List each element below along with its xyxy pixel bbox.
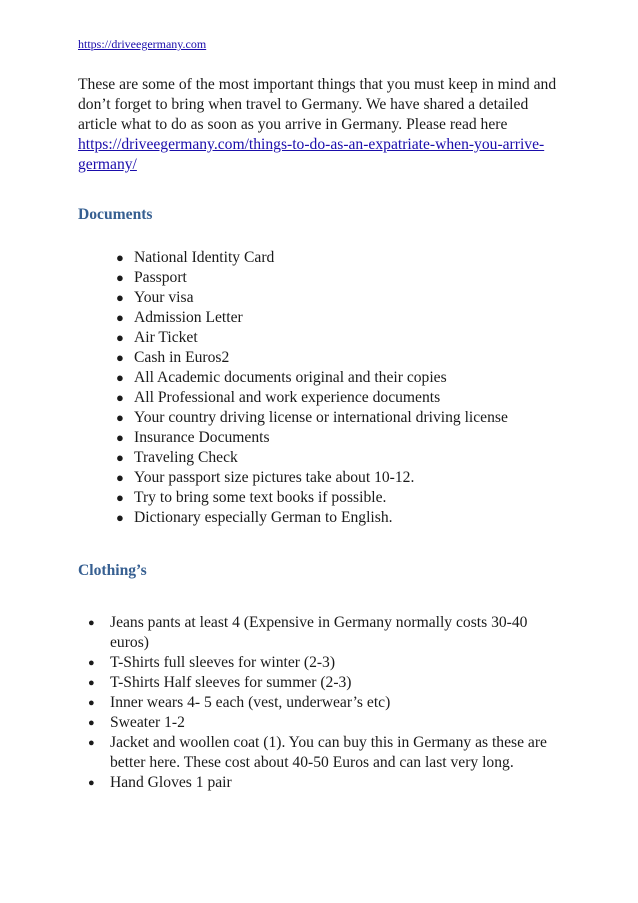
- clothing-list: [78, 613, 558, 793]
- list-item: [78, 653, 558, 673]
- list-item: [78, 468, 508, 488]
- list-item-text: Your passport size pictures take about 10-12.: [134, 469, 415, 486]
- list-item-text: Your visa: [134, 289, 194, 306]
- bullet-icon: ●: [116, 470, 124, 485]
- list-item: [78, 673, 558, 693]
- bullet-icon: ●: [116, 450, 124, 465]
- bullet-icon: ●: [88, 677, 95, 689]
- list-item-text: T-Shirts full sleeves for winter (2-3): [110, 654, 336, 671]
- intro-text: These are some of the most important things that you must keep in mind and don’t forget to bring when travel to Germany. We have shared a detailed article what to do as soon as you arrive in Germany. Please read here: [78, 76, 557, 133]
- list-item-text: Sweater 1-2: [110, 714, 185, 731]
- bullet-icon: ●: [116, 290, 124, 305]
- list-item-text: Air Ticket: [134, 329, 198, 346]
- list-item: [78, 613, 558, 653]
- list-item-text: Jacket and woollen coat (1). You can buy this in Germany as these are better here. These cost about 40-50 Euros and can last very long.: [110, 734, 547, 771]
- list-item-text: All Academic documents original and their copies: [134, 369, 447, 386]
- bullet-icon: ●: [88, 657, 95, 669]
- list-item-text: Insurance Documents: [134, 429, 270, 446]
- list-item-text: Traveling Check: [134, 449, 238, 466]
- list-item-text: Admission Letter: [134, 309, 243, 326]
- bullet-icon: ●: [116, 350, 124, 365]
- bullet-icon: ●: [88, 737, 95, 749]
- list-item-text: Your country driving license or international driving license: [134, 409, 508, 426]
- list-item: [78, 348, 508, 368]
- header-url-link[interactable]: https://driveegermany.com: [78, 37, 207, 51]
- list-item: [78, 693, 558, 713]
- list-item-text: Jeans pants at least 4 (Expensive in Germany normally costs 30-40 euros): [110, 614, 528, 651]
- list-item: [78, 268, 508, 288]
- bullet-icon: ●: [116, 270, 124, 285]
- list-item: [78, 488, 508, 508]
- list-item-text: Cash in Euros2: [134, 349, 230, 366]
- documents-heading: Documents: [78, 206, 153, 223]
- bullet-icon: ●: [116, 430, 124, 445]
- intro-paragraph: [78, 75, 568, 175]
- list-item-text: Dictionary especially German to English.: [134, 509, 393, 526]
- list-item: [78, 773, 558, 793]
- list-item-text: T-Shirts Half sleeves for summer (2-3): [110, 674, 352, 691]
- list-item: [78, 448, 508, 468]
- list-item-text: Passport: [134, 269, 187, 286]
- list-item: [78, 288, 508, 308]
- list-item-text: Hand Gloves 1 pair: [110, 774, 232, 791]
- list-item: [78, 713, 558, 733]
- list-item: [78, 428, 508, 448]
- bullet-icon: ●: [116, 390, 124, 405]
- list-item-text: All Professional and work experience documents: [134, 389, 441, 406]
- article-link[interactable]: https://driveegermany.com/things-to-do-as-an-expatriate-when-you-arrive-germany/: [78, 136, 545, 173]
- bullet-icon: ●: [88, 777, 95, 789]
- list-item-text: National Identity Card: [134, 249, 275, 266]
- list-item-text: Try to bring some text books if possible.: [134, 489, 387, 506]
- bullet-icon: ●: [116, 310, 124, 325]
- bullet-icon: ●: [116, 250, 124, 265]
- documents-list: [78, 248, 508, 528]
- bullet-icon: ●: [88, 617, 95, 629]
- list-item: [78, 388, 508, 408]
- list-item: [78, 368, 508, 388]
- list-item: [78, 508, 508, 528]
- bullet-icon: ●: [88, 717, 95, 729]
- list-item: [78, 308, 508, 328]
- clothing-heading: Clothing’s: [78, 562, 147, 579]
- bullet-icon: ●: [88, 697, 95, 709]
- list-item-text: Inner wears 4- 5 each (vest, underwear’s etc): [110, 694, 391, 711]
- list-item: [78, 328, 508, 348]
- list-item: [78, 408, 508, 428]
- bullet-icon: ●: [116, 410, 124, 425]
- list-item: [78, 733, 558, 773]
- bullet-icon: ●: [116, 510, 124, 525]
- bullet-icon: ●: [116, 370, 124, 385]
- bullet-icon: ●: [116, 330, 124, 345]
- list-item: [78, 248, 508, 268]
- bullet-icon: ●: [116, 490, 124, 505]
